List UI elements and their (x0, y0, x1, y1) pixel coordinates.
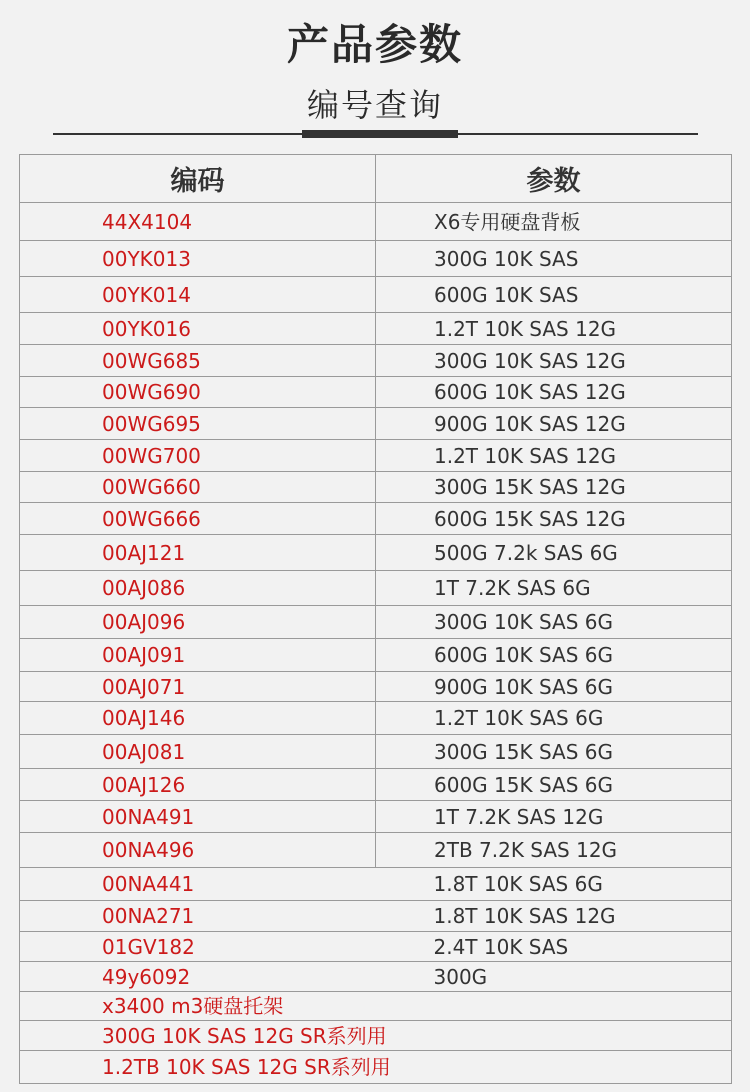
product-code: 00NA271 (20, 901, 376, 932)
table-body (20, 203, 732, 1084)
column-header-param: 参数 (376, 155, 732, 203)
table-row (20, 345, 732, 377)
product-code: 49y6092 (20, 962, 376, 992)
table-row (20, 769, 732, 801)
product-param: 300G 10K SAS 12G (376, 345, 732, 377)
product-param: 1T 7.2K SAS 6G (376, 571, 732, 606)
product-param: 300G 10K SAS 6G (376, 606, 732, 639)
product-param: 300G 15K SAS 12G (376, 472, 732, 503)
table-row (20, 901, 732, 932)
product-table (19, 154, 732, 1084)
table-row-wide (20, 1021, 732, 1051)
product-note: x3400 m3硬盘托架 (20, 992, 732, 1021)
page-subtitle: 编号查询 (306, 86, 443, 124)
product-param: 600G 15K SAS 6G (376, 769, 732, 801)
product-code: 00WG666 (20, 503, 376, 535)
product-param: 500G 7.2k SAS 6G (376, 535, 732, 571)
product-code: 00WG690 (20, 377, 376, 408)
table-row-wide (20, 992, 732, 1021)
table-row (20, 932, 732, 962)
product-param: 300G 15K SAS 6G (376, 735, 732, 769)
product-param: 300G 10K SAS (376, 241, 732, 277)
product-code: 00AJ071 (20, 672, 376, 702)
product-param: 1.2T 10K SAS 6G (376, 702, 732, 735)
table-row (20, 377, 732, 408)
product-param: 600G 10K SAS 12G (376, 377, 732, 408)
product-code: 00YK013 (20, 241, 376, 277)
product-param: 1.8T 10K SAS 12G (376, 901, 732, 932)
product-param: 1.8T 10K SAS 6G (376, 868, 732, 901)
table-row-wide (20, 1051, 732, 1084)
table-row (20, 606, 732, 639)
table-row (20, 702, 732, 735)
product-code: 00WG660 (20, 472, 376, 503)
table-row (20, 833, 732, 868)
table-row (20, 571, 732, 606)
table-row (20, 472, 732, 503)
table-row (20, 672, 732, 702)
product-code: 00YK014 (20, 277, 376, 313)
product-note: 1.2TB 10K SAS 12G SR系列用 (20, 1051, 732, 1084)
product-code: 00NA491 (20, 801, 376, 833)
divider-accent (302, 130, 458, 138)
table-row (20, 408, 732, 440)
product-param: 1.2T 10K SAS 12G (376, 313, 732, 345)
product-param: 900G 10K SAS 6G (376, 672, 732, 702)
product-code: 00WG700 (20, 440, 376, 472)
product-code: 00WG695 (20, 408, 376, 440)
product-code: 00WG685 (20, 345, 376, 377)
table-row (20, 241, 732, 277)
product-code: 00AJ081 (20, 735, 376, 769)
table-row (20, 535, 732, 571)
table-row (20, 801, 732, 833)
table-row (20, 962, 732, 992)
product-param: 600G 15K SAS 12G (376, 503, 732, 535)
product-code: 00YK016 (20, 313, 376, 345)
table-row (20, 203, 732, 241)
product-param: 1.2T 10K SAS 12G (376, 440, 732, 472)
product-param: 900G 10K SAS 12G (376, 408, 732, 440)
table-row (20, 639, 732, 672)
table-row (20, 313, 732, 345)
table-row (20, 868, 732, 901)
product-code: 00AJ086 (20, 571, 376, 606)
product-param: 600G 10K SAS (376, 277, 732, 313)
table-header-row (20, 155, 732, 203)
product-code: 00NA496 (20, 833, 376, 868)
table-row (20, 503, 732, 535)
product-param: 300G (376, 962, 732, 992)
product-code: 00AJ121 (20, 535, 376, 571)
product-note: 300G 10K SAS 12G SR系列用 (20, 1021, 732, 1051)
product-param: 2.4T 10K SAS (376, 932, 732, 962)
product-code: 01GV182 (20, 932, 376, 962)
product-param: 2TB 7.2K SAS 12G (376, 833, 732, 868)
product-code: 00AJ146 (20, 702, 376, 735)
product-param: 1T 7.2K SAS 12G (376, 801, 732, 833)
product-param: X6专用硬盘背板 (376, 203, 732, 241)
product-code: 00AJ091 (20, 639, 376, 672)
page-title: 产品参数 (286, 20, 463, 69)
column-header-code: 编码 (20, 155, 376, 203)
product-code: 44X4104 (20, 203, 376, 241)
product-param: 600G 10K SAS 6G (376, 639, 732, 672)
product-code: 00AJ126 (20, 769, 376, 801)
table-row (20, 277, 732, 313)
product-code: 00AJ096 (20, 606, 376, 639)
product-code: 00NA441 (20, 868, 376, 901)
table-row (20, 735, 732, 769)
table-row (20, 440, 732, 472)
